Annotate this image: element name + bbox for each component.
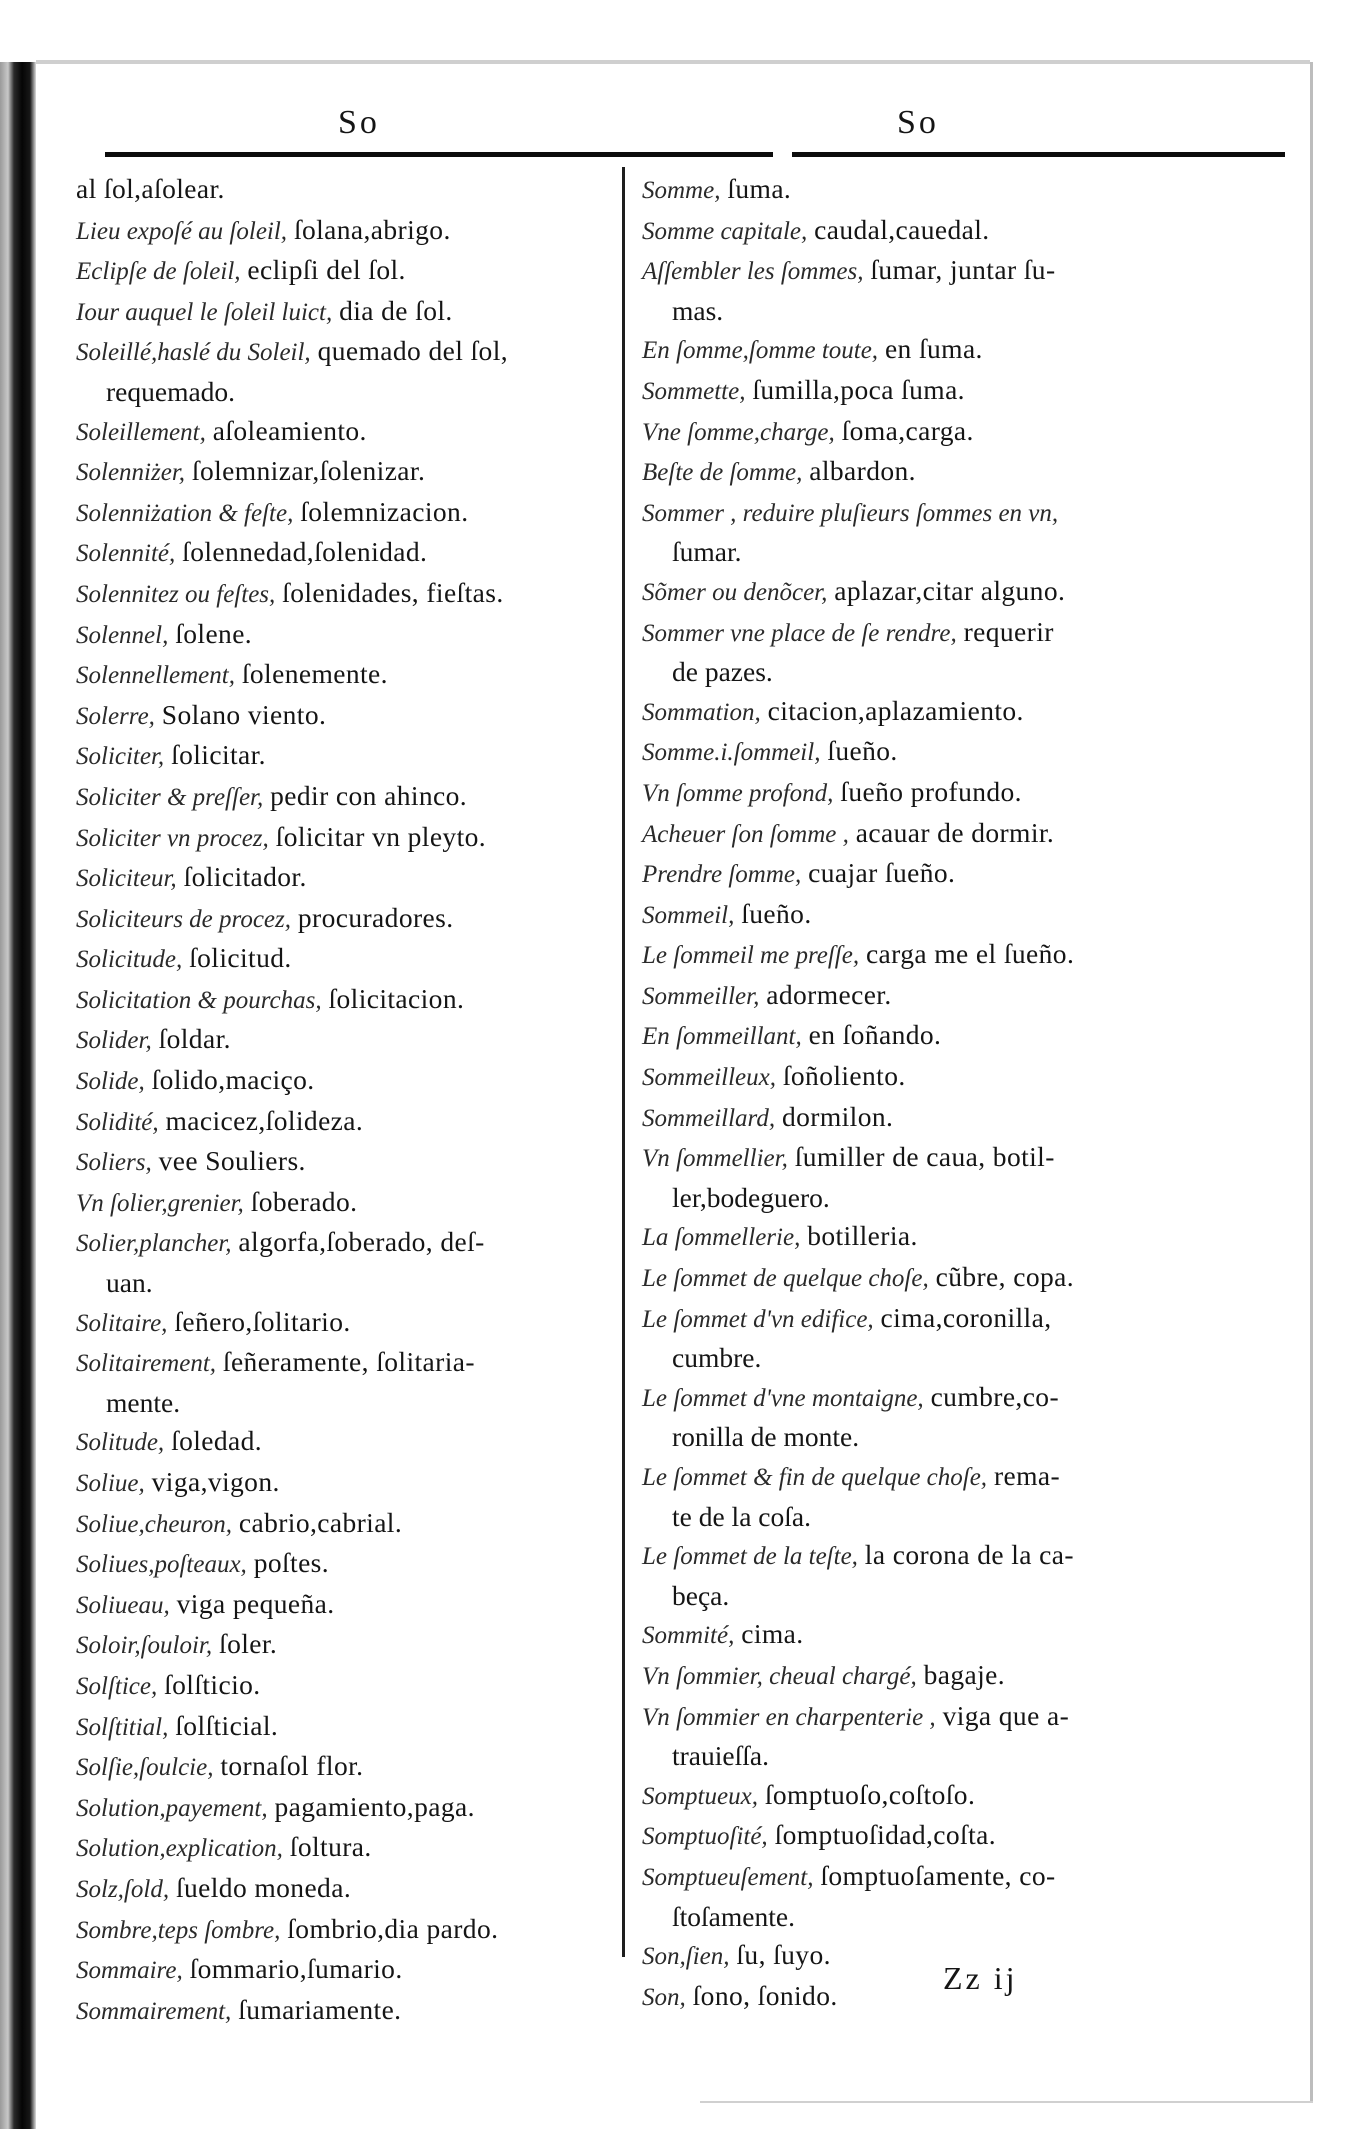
dictionary-entry — [642, 1816, 1282, 1857]
french-headword: Soloir,ſouloir, — [76, 1632, 213, 1660]
dictionary-entry — [642, 773, 1282, 814]
dictionary-entry — [642, 330, 1282, 371]
spanish-translation: ſommario,ſumario. — [189, 1953, 403, 1985]
spanish-translation: ſolenidades, fieſtas. — [282, 576, 504, 608]
french-headword: Sommeiller, — [642, 982, 760, 1010]
spanish-translation: viga pequeña. — [176, 1587, 335, 1619]
spanish-translation: cuajar ſueño. — [808, 857, 956, 889]
spanish-translation: vee Souliers. — [158, 1145, 306, 1177]
dictionary-entry — [76, 1747, 616, 1788]
french-headword: Sommeil, — [642, 901, 735, 929]
entry-continuation: de pazes. — [672, 656, 773, 688]
dictionary-entry — [76, 292, 616, 333]
spanish-translation: acauar de dormir. — [855, 816, 1055, 848]
french-headword: Solenniżer, — [76, 459, 186, 487]
spanish-translation: bagaje. — [923, 1658, 1006, 1690]
spanish-translation: pedir con ahinco. — [270, 779, 468, 811]
spanish-translation: requerir — [963, 615, 1054, 647]
french-headword: Le ſommet & fin de quelque choſe, — [642, 1464, 988, 1491]
french-headword: Soliue, — [76, 1470, 145, 1497]
spanish-translation: ſolido,maciço. — [151, 1064, 315, 1096]
spanish-translation: ſolemnizar,ſolenizar. — [191, 455, 426, 487]
french-headword: Solution,explication, — [76, 1835, 283, 1863]
dictionary-entry — [642, 814, 1282, 855]
spanish-translation: ſoler. — [219, 1628, 278, 1660]
french-headword: Solitaire, — [76, 1309, 168, 1337]
entry-continuation: beça. — [672, 1579, 730, 1611]
dictionary-entry — [76, 1869, 616, 1910]
column-divider — [622, 167, 625, 1957]
dictionary-entry — [76, 574, 616, 615]
french-headword: Solennitez ou feſtes, — [76, 580, 276, 608]
spanish-translation: ſoñoliento. — [782, 1060, 906, 1092]
dictionary-entry — [642, 170, 1282, 211]
french-headword: Iour auquel le ſoleil luict, — [76, 298, 333, 326]
dictionary-entry — [76, 736, 616, 777]
french-headword: Vn ſolier,grenier, — [76, 1189, 244, 1217]
french-headword: Solz,ſold, — [76, 1875, 170, 1903]
french-headword: Solſtice, — [76, 1672, 158, 1700]
dictionary-entry — [642, 1457, 1282, 1536]
french-headword: Lieu expoſé au ſoleil, — [76, 217, 288, 245]
spanish-translation: ſoma,carga. — [841, 414, 974, 446]
dictionary-entry — [76, 332, 616, 411]
dictionary-entry — [76, 899, 616, 940]
spanish-translation: carga me el ſueño. — [865, 938, 1075, 970]
entry-continuation: trauieſſa. — [672, 1740, 769, 1772]
spanish-translation: algorfa,ſoberado, deſ- — [238, 1226, 485, 1258]
dictionary-entry — [642, 854, 1282, 895]
french-headword: Le ſommeil me preſſe, — [642, 942, 860, 970]
dictionary-entry — [642, 732, 1282, 773]
dictionary-entry — [642, 251, 1282, 330]
french-headword: Solennellement, — [76, 662, 235, 690]
dictionary-entry — [76, 1666, 616, 1707]
entry-continuation: requemado. — [106, 375, 236, 407]
spanish-translation: ſomptuoſidad,coſta. — [774, 1819, 997, 1851]
spanish-translation: ſolene. — [175, 617, 253, 649]
french-headword: Somptueuſement, — [642, 1863, 814, 1891]
spanish-translation: viga que a- — [942, 1699, 1070, 1731]
french-headword: Solicitude, — [76, 946, 183, 974]
dictionary-entry — [642, 976, 1282, 1017]
dictionary-entry — [642, 935, 1282, 976]
french-headword: Soliciteurs de procez, — [76, 905, 292, 933]
header-rule-right — [792, 152, 1285, 157]
spanish-translation: macicez,ſolideza. — [165, 1104, 364, 1136]
dictionary-entry — [642, 895, 1282, 936]
french-headword: Son, — [642, 1983, 686, 2011]
french-headword: Soliues,poſteaux, — [76, 1551, 247, 1579]
french-headword: Solennité, — [76, 540, 176, 568]
french-headword: Soliciter, — [76, 743, 165, 771]
spanish-translation: ſoldar. — [158, 1023, 231, 1055]
french-headword: Le ſommet d'vn edifice, — [642, 1305, 874, 1333]
french-headword: Sommer vne place de ſe rendre, — [642, 619, 957, 647]
spanish-translation: ſeñeramente, ſolitaria- — [222, 1346, 475, 1378]
french-headword: Vn ſomme profond, — [642, 779, 834, 807]
french-headword: Le ſommet de quelque choſe, — [642, 1265, 929, 1293]
spanish-translation: viga,vigon. — [151, 1466, 280, 1497]
french-headword: Vn ſommellier, — [642, 1145, 788, 1173]
spanish-translation: ſolſticio. — [164, 1668, 261, 1700]
dictionary-entry — [642, 1258, 1282, 1299]
spanish-translation: ſolicitud. — [189, 942, 292, 974]
french-headword: Vne ſomme,charge, — [642, 418, 835, 446]
spanish-translation: ſolſticial. — [175, 1709, 279, 1741]
spanish-translation: aplazar,citar alguno. — [834, 574, 1066, 606]
dictionary-entry — [76, 412, 616, 453]
dictionary-entry — [642, 1615, 1282, 1656]
entry-continuation: cumbre. — [672, 1342, 762, 1374]
french-headword: Solitude, — [76, 1429, 165, 1457]
french-headword: Solennel, — [76, 621, 169, 649]
spanish-translation: cima,coronilla, — [880, 1301, 1052, 1333]
french-headword: Eclipſe de ſoleil, — [76, 258, 241, 286]
dictionary-entry — [642, 1378, 1282, 1457]
french-headword: Sommairement, — [76, 1997, 232, 2025]
french-headword: Le ſommet d'vne montaigne, — [642, 1384, 924, 1412]
spanish-translation: ſolicitar vn pleyto. — [275, 820, 487, 852]
dictionary-entry — [642, 1776, 1282, 1817]
dictionary-entry — [76, 818, 616, 859]
french-headword: Son,ſien, — [642, 1943, 730, 1971]
left-column — [76, 170, 616, 2031]
book-spine-shadow — [0, 62, 36, 2129]
french-headword: Solſtitial, — [76, 1713, 169, 1741]
french-headword: Sommette, — [642, 377, 746, 405]
spanish-translation: ſueño. — [741, 897, 812, 929]
dictionary-entry — [642, 211, 1282, 252]
signature-mark: Zz ij — [943, 1960, 1018, 1996]
spanish-translation: citacion,aplazamiento. — [767, 694, 1024, 726]
spanish-translation: poſtes. — [253, 1547, 330, 1579]
spanish-translation: cima. — [741, 1618, 804, 1650]
dictionary-entry — [76, 1625, 616, 1666]
spanish-translation: al ſol,aſolear. — [76, 173, 225, 204]
spanish-translation: procuradores. — [297, 901, 454, 933]
dictionary-entry — [76, 980, 616, 1021]
french-headword: Soliciteur, — [76, 865, 177, 893]
french-headword: Solider, — [76, 1027, 152, 1055]
spanish-translation: ſombrio,dia pardo. — [287, 1912, 499, 1944]
spanish-translation: eclipſi del ſol. — [247, 254, 406, 286]
french-headword: Solerre, — [76, 702, 155, 730]
spanish-translation: ſueño. — [827, 735, 898, 767]
entry-continuation: ronilla de monte. — [672, 1421, 860, 1453]
spanish-translation: pagamiento,paga. — [274, 1790, 475, 1822]
french-headword: Sommaire, — [76, 1957, 183, 1985]
french-headword: Vn ſommier en charpenterie , — [642, 1703, 936, 1731]
spanish-translation: dormilon. — [781, 1100, 894, 1132]
french-headword: Somme capitale, — [642, 217, 808, 245]
spanish-translation: ſueldo moneda. — [175, 1871, 352, 1903]
french-headword: En ſommeillant, — [642, 1023, 802, 1051]
spanish-translation: ſomptuoſamente, co- — [820, 1859, 1056, 1891]
french-headword: Soliciter vn procez, — [76, 824, 269, 852]
entry-continuation: ſtoſamente. — [672, 1900, 795, 1932]
dictionary-entry — [76, 1504, 616, 1545]
french-headword: Solution,payement, — [76, 1794, 268, 1822]
french-headword: Acheuer ſon ſomme , — [642, 820, 849, 848]
entry-continuation: mente. — [106, 1386, 181, 1418]
dictionary-entry — [76, 1303, 616, 1344]
spanish-translation: botilleria. — [807, 1220, 918, 1252]
french-headword: Prendre ſomme, — [642, 861, 802, 889]
spanish-translation: ſu, ſuyo. — [736, 1939, 831, 1971]
french-headword: Sommation, — [642, 698, 761, 726]
dictionary-entry — [76, 777, 616, 818]
spanish-translation: ſolicitacion. — [328, 982, 465, 1014]
french-headword: Somme, — [642, 177, 721, 204]
dictionary-entry — [76, 858, 616, 899]
french-headword: Sommeilleux, — [642, 1064, 776, 1092]
spanish-translation: ſumilla,poca ſuma. — [752, 373, 965, 405]
dictionary-entry — [76, 493, 616, 534]
dictionary-entry — [76, 696, 616, 737]
dictionary-entry — [642, 613, 1282, 692]
spanish-translation: dia de ſol. — [339, 294, 453, 326]
page-edge-top — [36, 60, 1310, 64]
right-column — [642, 170, 1282, 2017]
entry-continuation: te de la coſa. — [672, 1500, 811, 1532]
french-headword: En ſomme,ſomme toute, — [642, 337, 879, 365]
dictionary-entry — [642, 1656, 1282, 1697]
dictionary-entry — [76, 452, 616, 493]
french-headword: Beſte de ſomme, — [642, 459, 803, 487]
dictionary-entry — [642, 452, 1282, 493]
dictionary-entry — [76, 655, 616, 696]
dictionary-entry — [76, 1910, 616, 1951]
header-rule-left — [105, 152, 773, 157]
page-edge-right — [1310, 62, 1313, 2102]
french-headword: Sombre,teps ſombre, — [76, 1916, 281, 1944]
french-headword: La ſommellerie, — [642, 1224, 801, 1252]
dictionary-entry — [642, 1138, 1282, 1217]
dictionary-entry — [642, 1299, 1282, 1378]
entry-continuation: mas. — [672, 294, 724, 326]
french-headword: Vn ſommier, cheual chargé, — [642, 1662, 917, 1690]
dictionary-entry — [76, 1585, 616, 1626]
french-headword: Le ſommet de la teſte, — [642, 1543, 858, 1571]
dictionary-entry — [76, 1463, 616, 1504]
spanish-translation: ſolicitador. — [183, 861, 307, 893]
spanish-translation: tornaſol flor. — [220, 1750, 364, 1782]
spanish-translation: ſono, ſonido. — [692, 1979, 838, 2011]
dictionary-entry — [642, 1857, 1282, 1936]
spanish-translation: ſoberado. — [250, 1185, 358, 1217]
french-headword: Soliueau, — [76, 1591, 170, 1619]
dictionary-entry — [642, 692, 1282, 733]
spanish-translation: cũbre, copa. — [935, 1261, 1074, 1293]
dictionary-entry — [76, 1343, 616, 1422]
dictionary-entry — [76, 615, 616, 656]
dictionary-entry — [642, 572, 1282, 613]
dictionary-entry — [76, 1950, 616, 1991]
spanish-translation: rema- — [993, 1460, 1061, 1491]
spanish-translation: Solano viento. — [161, 698, 327, 730]
dictionary-entry — [76, 1422, 616, 1463]
spanish-translation: ſolenemente. — [241, 658, 388, 690]
dictionary-entry — [76, 1991, 616, 2032]
dictionary-entry — [642, 1098, 1282, 1139]
spanish-translation: ſolemnizacion. — [300, 495, 469, 527]
french-headword: Solier,plancher, — [76, 1230, 232, 1258]
spanish-translation: ſumiller de caua, botil- — [794, 1141, 1055, 1173]
dictionary-entry — [76, 1102, 616, 1143]
spanish-translation: cumbre,co- — [930, 1380, 1060, 1412]
dictionary-entry — [76, 211, 616, 252]
dictionary-entry — [76, 1223, 616, 1302]
dictionary-entry — [76, 1828, 616, 1869]
french-headword: Soleillement, — [76, 418, 206, 446]
spanish-translation: ſoltura. — [289, 1831, 372, 1863]
french-headword: Sommer , reduire pluſieurs ſommes en vn, — [642, 499, 1059, 527]
dictionary-entry — [642, 1057, 1282, 1098]
french-headword: Sommeillard, — [642, 1104, 776, 1132]
dictionary-entry — [76, 1707, 616, 1748]
spanish-translation: adormecer. — [766, 978, 892, 1010]
french-headword: Solitairement, — [76, 1350, 217, 1378]
entry-continuation: ſumar. — [672, 536, 742, 568]
french-headword: Soliue,cheuron, — [76, 1510, 232, 1538]
spanish-translation: aſoleamiento. — [212, 414, 367, 446]
french-headword: Solide, — [76, 1068, 145, 1096]
french-headword: Sommité, — [642, 1622, 735, 1650]
spanish-translation: ſuma. — [727, 173, 792, 204]
dictionary-entry — [76, 1061, 616, 1102]
dictionary-entry — [642, 1536, 1282, 1615]
dictionary-entry — [76, 1183, 616, 1224]
french-headword: Sõmer ou denõcer, — [642, 578, 828, 606]
spanish-translation: quemado del ſol, — [317, 335, 509, 367]
spanish-translation: ſolennedad,ſolenidad. — [182, 536, 428, 568]
spanish-translation: la corona de la ca- — [864, 1539, 1074, 1571]
french-headword: Somptueux, — [642, 1782, 758, 1810]
french-headword: Solſie,ſoulcie, — [76, 1754, 214, 1782]
spanish-translation: caudal,cauedal. — [814, 213, 990, 245]
entry-continuation: uan. — [106, 1267, 153, 1299]
running-head-left: So — [338, 104, 380, 141]
dictionary-entry — [642, 371, 1282, 412]
spanish-translation: ſumariamente. — [238, 1993, 402, 2025]
page-edge-bottom — [700, 2101, 1313, 2103]
spanish-translation: ſumar, juntar ſu- — [870, 254, 1056, 286]
dictionary-entry — [76, 533, 616, 574]
dictionary-entry — [76, 1142, 616, 1183]
french-headword: Soliers, — [76, 1149, 152, 1177]
dictionary-entry — [642, 1016, 1282, 1057]
french-headword: Solicitation & pourchas, — [76, 986, 322, 1014]
dictionary-entry — [76, 251, 616, 292]
spanish-translation: cabrio,cabrial. — [238, 1506, 403, 1538]
spanish-translation: ſoledad. — [171, 1425, 263, 1457]
spanish-translation: en ſoñando. — [808, 1019, 942, 1051]
french-headword: Somme.i.ſommeil, — [642, 739, 821, 767]
dictionary-entry — [76, 939, 616, 980]
spanish-translation: ſolicitar. — [171, 739, 266, 771]
dictionary-entry — [642, 1217, 1282, 1258]
french-headword: Solidité, — [76, 1108, 159, 1136]
spanish-translation: ſolana,abrigo. — [293, 213, 451, 245]
french-headword: Solenniżation & feſte, — [76, 499, 294, 527]
french-headword: Somptuoſité, — [642, 1823, 768, 1851]
entry-continuation: ler,bodeguero. — [672, 1181, 830, 1213]
spanish-translation: en ſuma. — [884, 333, 983, 365]
spanish-translation: ſeñero,ſolitario. — [174, 1305, 351, 1337]
dictionary-entry — [76, 1788, 616, 1829]
spanish-translation: ſueño profundo. — [840, 775, 1022, 807]
spanish-translation: albardon. — [809, 455, 916, 487]
french-headword: Soleillé,haslé du Soleil, — [76, 339, 311, 367]
running-head-right: So — [897, 104, 939, 141]
dictionary-entry — [642, 493, 1282, 572]
dictionary-entry — [76, 170, 616, 211]
dictionary-entry — [642, 1697, 1282, 1776]
spanish-translation: ſomptuoſo,coſtoſo. — [764, 1778, 976, 1810]
french-headword: Soliciter & preſſer, — [76, 783, 264, 811]
dictionary-entry — [76, 1544, 616, 1585]
dictionary-entry — [642, 412, 1282, 453]
french-headword: Aſſembler les ſommes, — [642, 258, 864, 286]
dictionary-entry — [76, 1020, 616, 1061]
